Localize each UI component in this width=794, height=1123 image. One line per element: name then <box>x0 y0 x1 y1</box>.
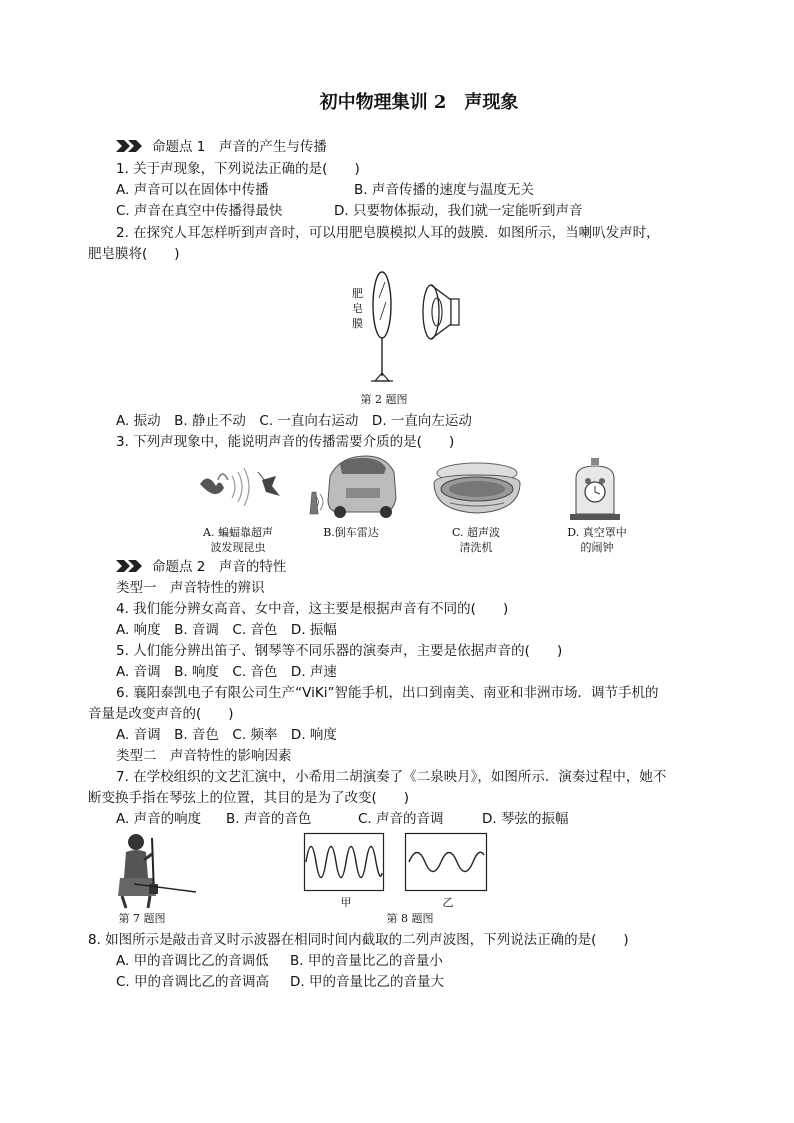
q3-caption-c: C. 超声波 清洗机 <box>451 526 501 554</box>
q8-option-c: C. 甲的音调比乙的音调高 <box>116 974 270 990</box>
waveform-label-yi: 乙 <box>442 896 454 909</box>
q7-option-b: B. 声音的音色 <box>226 811 312 827</box>
waveform-jia <box>304 833 384 891</box>
q7-option-a: A. 声音的响度 <box>116 811 202 827</box>
double-chevron-icon <box>116 140 144 152</box>
double-chevron-icon <box>116 560 144 572</box>
reversing-radar-car-image <box>306 452 398 520</box>
q2-stem-line2: 肥皂膜将( ) <box>88 246 180 262</box>
type-2-heading: 类型二 声音特性的影响因素 <box>116 748 292 764</box>
q1-option-d: D. 只要物体振动，我们就一定能听到声音 <box>334 203 583 219</box>
type-1-heading: 类型一 声音特性的辨识 <box>116 580 265 596</box>
q2-stem-line1: 2. 在探究人耳怎样听到声音时，可以用肥皂膜模拟人耳的鼓膜．如图所示，当喇叭发声时， <box>116 225 660 241</box>
q4-options: A. 响度 B. 音调 C. 音色 D. 振幅 <box>116 622 337 638</box>
q1-option-c: C. 声音在真空中传播得最快 <box>116 203 283 219</box>
q5-options: A. 音调 B. 响度 C. 音色 D. 声速 <box>116 664 337 680</box>
page-title: 初中物理集训 2 声现象 <box>319 92 519 113</box>
q6-options: A. 音调 B. 音色 C. 频率 D. 响度 <box>116 727 337 743</box>
q6-stem-line1: 6. 襄阳泰凯电子有限公司生产“ViKi”智能手机，出口到南美、南亚和非洲市场．调节手机的 <box>116 685 659 701</box>
q1-stem: 1. 关于声现象，下列说法正确的是( ) <box>116 161 360 177</box>
q8-option-a: A. 甲的音调比乙的音调低 <box>116 953 269 969</box>
q8-option-d: D. 甲的音量比乙的音量大 <box>290 974 444 990</box>
q5-stem: 5. 人们能分辨出笛子、钢琴等不同乐器的演奏声，主要是依据声音的( ) <box>116 643 563 659</box>
q6-stem-line2: 音量是改变声音的( ) <box>88 706 234 722</box>
erhu-player-image <box>114 832 198 910</box>
ultrasonic-cleaner-image <box>428 461 526 517</box>
q3-stem: 3. 下列声现象中，能说明声音的传播需要介质的是( ) <box>116 434 455 450</box>
q7-stem-line1: 7. 在学校组织的文艺汇演中，小希用二胡演奏了《二泉映月》，如图所示．演奏过程中，她不 <box>116 769 667 785</box>
q3-caption-b: B.倒车雷达 <box>323 526 379 539</box>
q3-caption-d: D. 真空罩中 的闹钟 <box>567 526 627 554</box>
q8-option-b: B. 甲的音量比乙的音量小 <box>290 953 443 969</box>
q1-option-a: A. 声音可以在固体中传播 <box>116 182 269 198</box>
q2-figure-caption: 第 2 题图 <box>360 393 408 406</box>
q7-figure-caption: 第 7 题图 <box>118 912 166 925</box>
waveform-label-jia: 甲 <box>340 896 352 909</box>
section-label: 命题点 1 声音的产生与传播 <box>152 139 327 155</box>
q2-options: A. 振动 B. 静止不动 C. 一直向右运动 D. 一直向左运动 <box>116 413 472 429</box>
waveform-yi <box>405 833 487 891</box>
q4-stem: 4. 我们能分辨女高音、女中音，这主要是根据声音有不同的( ) <box>116 601 509 617</box>
q7-option-d: D. 琴弦的振幅 <box>482 811 569 827</box>
bat-insect-image <box>196 462 286 512</box>
q7-option-c: C. 声音的音调 <box>358 811 444 827</box>
section-header-2 <box>116 557 286 577</box>
q8-figure-caption: 第 8 题图 <box>386 912 434 925</box>
q7-stem-line2: 断变换手指在琴弦上的位置，其目的是为了改变( ) <box>88 790 410 806</box>
soap-film-label: 肥 皂 膜 <box>352 287 363 330</box>
vacuum-bell-jar-image <box>566 456 624 522</box>
q1-option-b: B. 声音传播的速度与温度无关 <box>354 182 534 198</box>
soap-film-figure <box>365 270 475 385</box>
q8-stem: 8. 如图所示是敲击音叉时示波器在相同时间内截取的二列声波图，下列说法正确的是( ) <box>88 932 629 948</box>
section-label: 命题点 2 声音的特性 <box>152 559 287 575</box>
section-header-1 <box>116 137 327 157</box>
q3-caption-a: A. 蝙蝠靠超声 波发现昆虫 <box>203 526 273 554</box>
